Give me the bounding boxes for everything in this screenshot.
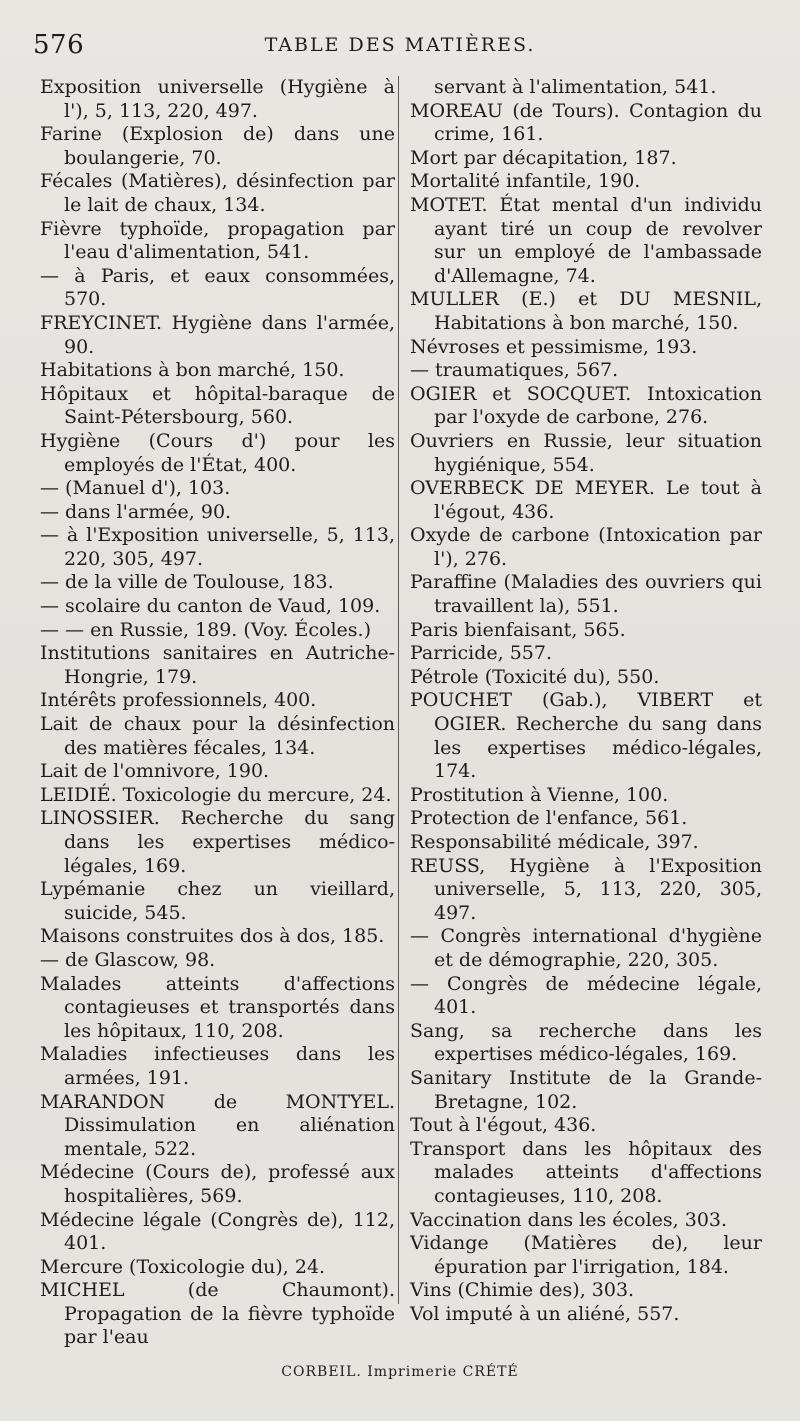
index-entry: Farine (Explosion de) dans une boulangerie, 70. (40, 123, 395, 169)
index-entry: Névroses et pessimisme, 193. (410, 335, 698, 358)
index-entry: Vidange (Matières de), leur épuration par l'irrigation, 184. (410, 1232, 762, 1278)
index-entry: Oxyde de carbone (Intoxication par l'), 276. (410, 524, 762, 570)
index-entry: POUCHET (Gab.), VIBERT et OGIER. Recherche du sang dans les expertises médico-légales, 174. (410, 689, 762, 783)
index-entry: Lait de chaux pour la désinfection des matières fécales, 134. (40, 713, 395, 759)
printer-colophon: CORBEIL. Imprimerie CRÉTÉ (281, 1364, 519, 1380)
index-entry: — à Paris, et eaux consommées, 570. (40, 264, 395, 311)
index-entry: Fécales (Matières), désinfection par le lait de chaux, 134. (40, 170, 395, 216)
index-entry: Vol imputé à un aliéné, 557. (410, 1302, 680, 1325)
index-entry: Habitations à bon marché, 150. (40, 359, 345, 382)
index-entry: Institutions sanitaires en Autriche-Hongrie, 179. (40, 642, 395, 688)
index-entry: Lait de l'omnivore, 190. (40, 760, 270, 783)
index-entry: OVERBECK DE MEYER. Le tout à l'égout, 436. (410, 477, 762, 523)
index-entry: Hygiène (Cours d') pour les employés de l'État, 400. (40, 429, 395, 476)
index-entry: Malades atteints d'affections contagieuses et transportés dans les hôpitaux, 110, 208. (40, 972, 395, 1042)
index-entry: Sanitary Institute de la Grande-Bretagne, 102. (410, 1066, 762, 1113)
left-column (40, 76, 395, 1350)
index-entry: — Congrès international d'hygiène et de démographie, 220, 305. (410, 925, 762, 971)
index-entry: Exposition universelle (Hygiène à l'), 5, 113, 220, 497. (40, 76, 395, 122)
index-entry: — — en Russie, 189. (Voy. Écoles.) (40, 618, 371, 641)
index-entry: — dans l'armée, 90. (40, 500, 232, 523)
index-entry: Médecine (Cours de), professé aux hospitalières, 569. (40, 1161, 395, 1207)
index-entry: — scolaire du canton de Vaud, 109. (40, 595, 381, 618)
index-entry: MOTET. État mental d'un individu ayant tiré un coup de revolver sur un employé de l'ambassade d'Allemagne, 74. (410, 193, 762, 287)
index-entry: MICHEL (de Chaumont). Propagation de la fièvre typhoïde par l'eau (40, 1279, 395, 1349)
index-entry: Prostitution à Vienne, 100. (410, 783, 669, 806)
index-entry: Parricide, 557. (410, 642, 553, 665)
index-entry: FREYCINET. Hygiène dans l'armée, 90. (40, 311, 395, 358)
index-entry: Mercure (Toxicologie du), 24. (40, 1255, 326, 1278)
index-entry: — de Glascow, 98. (40, 948, 216, 971)
running-title: TABLE DES MATIÈRES. (264, 34, 536, 56)
column-divider (398, 76, 399, 1304)
index-entry: Intérêts professionnels, 400. (40, 689, 317, 712)
index-entry: Sang, sa recherche dans les expertises médico-légales, 169. (410, 1019, 762, 1066)
index-entry: — à l'Exposition universelle, 5, 113, 220, 305, 497. (40, 524, 395, 570)
index-entry: Fièvre typhoïde, propagation par l'eau d'alimentation, 541. (40, 217, 395, 264)
index-entry: Médecine légale (Congrès de), 112, 401. (40, 1208, 395, 1255)
index-entry: MULLER (E.) et DU MESNIL, Habitations à bon marché, 150. (410, 288, 762, 334)
index-entry: Maisons construites dos à dos, 185. (40, 925, 385, 948)
index-entry: Paris bienfaisant, 565. (410, 618, 626, 641)
index-entry: Ouvriers en Russie, leur situation hygiénique, 554. (410, 429, 762, 476)
index-entry: Vaccination dans les écoles, 303. (410, 1208, 728, 1231)
index-entry: Hôpitaux et hôpital-baraque de Saint-Pétersbourg, 560. (40, 382, 395, 429)
index-entry: Pétrole (Toxicité du), 550. (410, 665, 660, 688)
index-entry: Transport dans les hôpitaux des malades atteints d'affections contagieuses, 110, 208. (410, 1137, 762, 1207)
index-entry: — (Manuel d'), 103. (40, 477, 231, 500)
index-entry: LINOSSIER. Recherche du sang dans les expertises médico-légales, 169. (40, 807, 395, 877)
index-entry: Paraffine (Maladies des ouvriers qui travaillent la), 551. (410, 571, 762, 618)
index-entry: servant à l'alimentation, 541. (434, 76, 717, 98)
index-entry: — traumatiques, 567. (410, 359, 619, 382)
index-entry: REUSS, Hygiène à l'Exposition universelle, 5, 113, 220, 305, 497. (410, 854, 762, 924)
index-entry: Vins (Chimie des), 303. (410, 1279, 635, 1302)
index-entry: Tout à l'égout, 436. (410, 1114, 597, 1137)
index-entry: LEIDIÉ. Toxicologie du mercure, 24. (40, 783, 392, 806)
index-entry: Responsabilité médicale, 397. (410, 831, 699, 853)
index-entry: Mort par décapitation, 187. (410, 146, 677, 169)
index-entry: MOREAU (de Tours). Contagion du crime, 161. (410, 99, 762, 146)
index-entry: — Congrès de médecine légale, 401. (410, 972, 762, 1019)
index-entry: OGIER et SOCQUET. Intoxication par l'oxyde de carbone, 276. (410, 382, 762, 429)
index-entry: Maladies infectieuses dans les armées, 191. (40, 1043, 395, 1089)
right-column (410, 76, 762, 1326)
index-entry: Lypémanie chez un vieillard, suicide, 545. (40, 878, 395, 924)
index-entry: Mortalité infantile, 190. (410, 170, 641, 193)
index-entry: MARANDON de MONTYEL. Dissimulation en aliénation mentale, 522. (40, 1090, 395, 1160)
page-number: 576 (33, 30, 85, 60)
index-entry: Protection de l'enfance, 561. (410, 807, 688, 830)
index-entry: — de la ville de Toulouse, 183. (40, 571, 334, 594)
